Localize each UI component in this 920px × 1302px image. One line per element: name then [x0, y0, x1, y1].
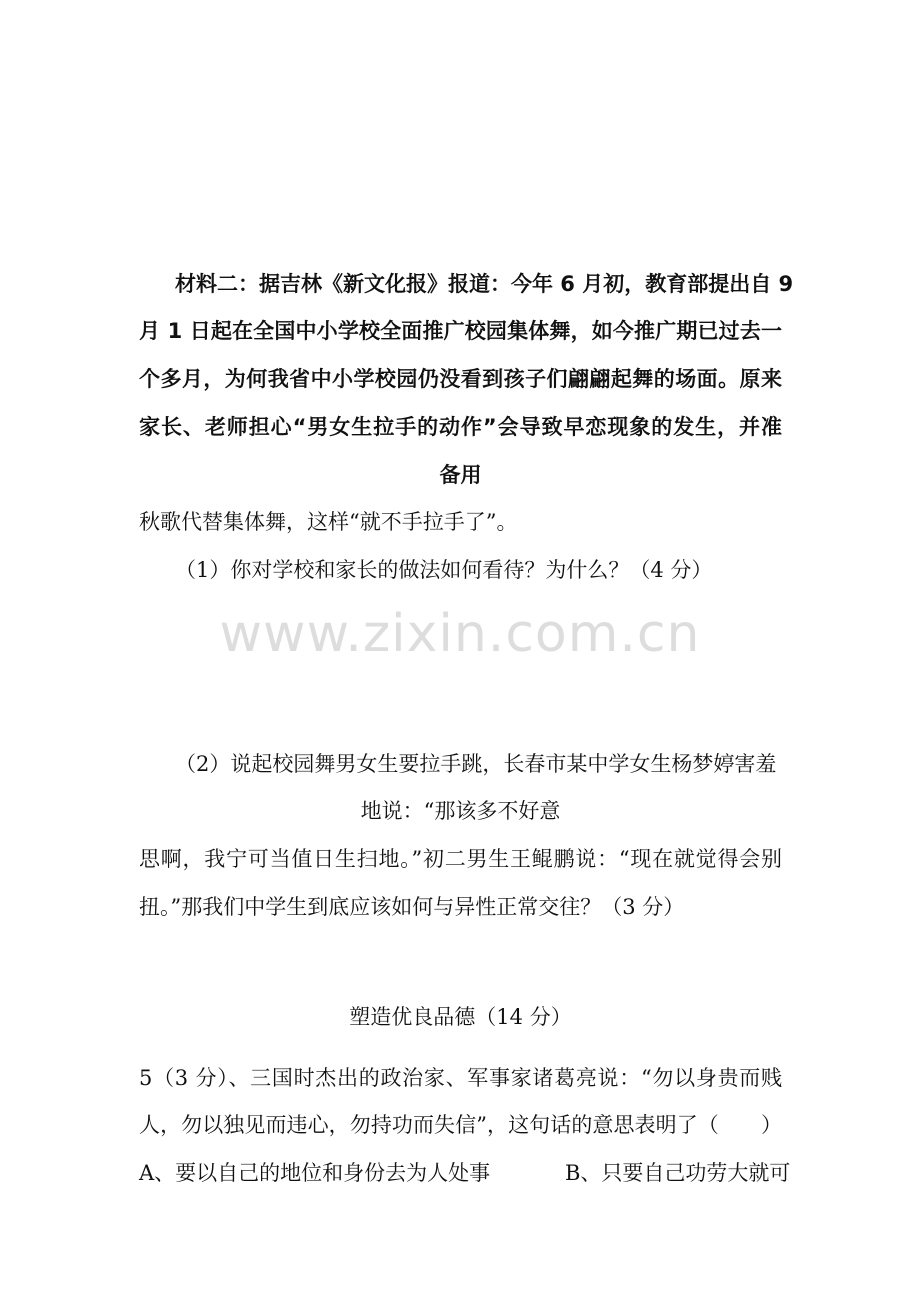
question-5-option-a: A、要以自己的地位和身份去为人处事 — [139, 1161, 491, 1185]
question-5-line-1: 5（3 分）、三国时杰出的政治家、军事家诸葛亮说：“勿以身贵而贱 — [139, 1066, 782, 1090]
material2-line-3: 个多月，为何我省中小学校园仍没看到孩子们翩翩起舞的场面。原来 — [139, 367, 782, 391]
material2-line-6: 秋歌代替集体舞，这样“就不手拉手了”。 — [139, 510, 518, 534]
section-title: 塑造优良品德（14 分） — [349, 1005, 572, 1029]
material2-line-5: 备用 — [439, 463, 482, 487]
question-2-line-1: （2）说起校园舞男女生要拉手跳，长春市某中学女生杨梦婷害羞 — [175, 752, 777, 776]
question-1: （1）你对学校和家长的做法如何看待？为什么？（4 分） — [175, 558, 713, 582]
question-2-line-3: 思啊，我宁可当值日生扫地。”初二男生王鲲鹏说：“现在就觉得会别 — [139, 847, 782, 871]
watermark-text: www.zixin.com.cn — [219, 604, 701, 664]
question-5-option-b: B、只要自己功劳大就可 — [565, 1161, 791, 1185]
question-2-line-2: 地说：“那该多不好意 — [360, 799, 561, 823]
question-2-line-4: 扭。”那我们中学生到底应该如何与异性正常交往？（3 分） — [139, 895, 685, 919]
material2-line-4: 家长、老师担心“男女生拉手的动作”会导致早恋现象的发生，并准 — [139, 415, 782, 439]
material2-line-2: 月 1 日起在全国中小学校全面推广校园集体舞，如今推广期已过去一 — [139, 319, 782, 343]
material2-line-1: 材料二：据吉林《新文化报》报道：今年 6 月初，教育部提出自 9 — [175, 272, 794, 296]
question-5-line-2: 人，勿以独见而违心，勿持功而失信”，这句话的意思表明了（ ） — [139, 1113, 782, 1137]
